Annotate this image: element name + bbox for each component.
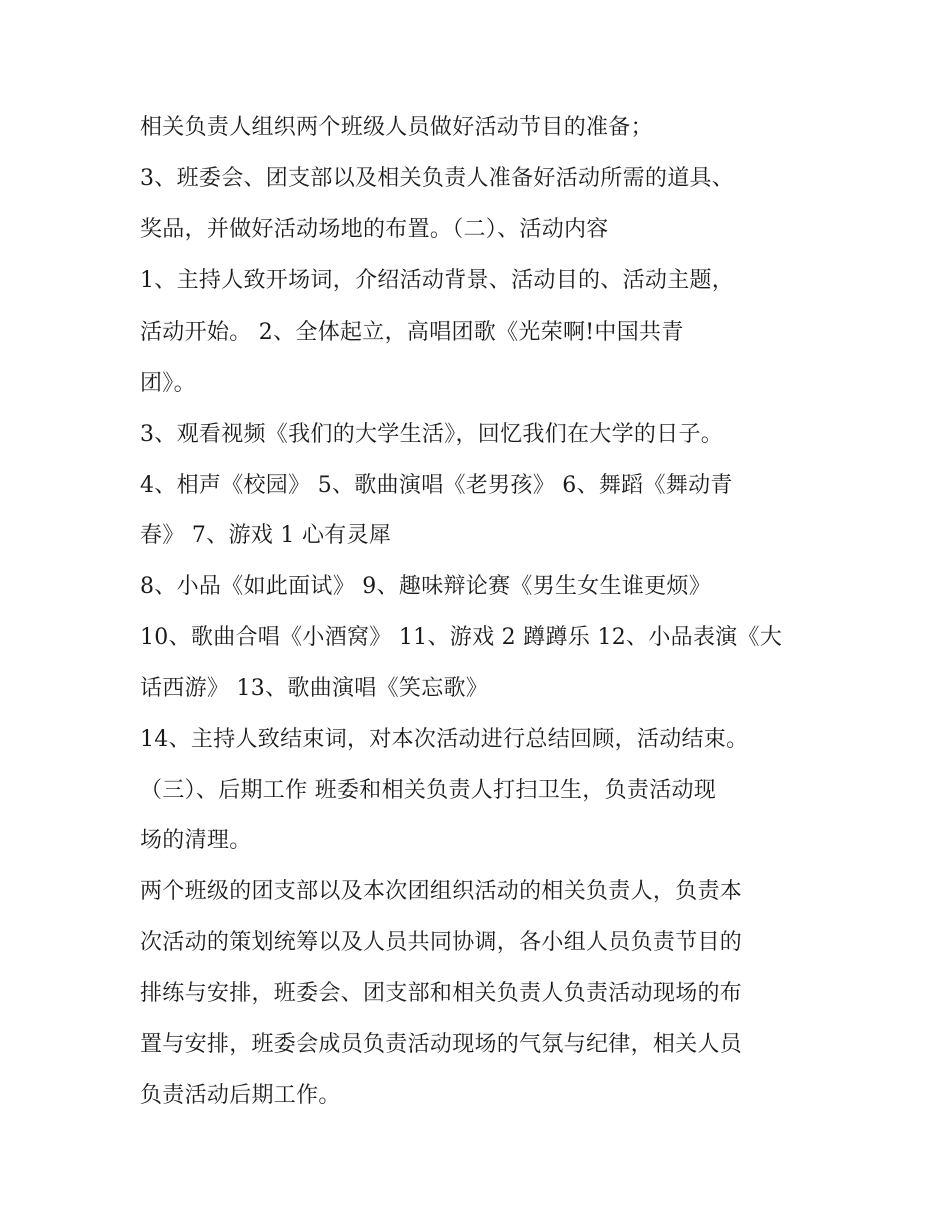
text-line: 4、相声《校园》 5、歌曲演唱《老男孩》 6、舞蹈《舞动青: [140, 473, 733, 498]
text-line: 8、小品《如此面试》 9、趣味辩论赛《男生女生谁更烦》: [140, 574, 712, 599]
text-line: 3、班委会、团支部以及相关负责人准备好活动所需的道具、: [140, 166, 735, 191]
text-line: 负责活动后期工作。: [140, 1083, 341, 1108]
text-line: 10、歌曲合唱《小酒窝》 11、游戏 2 蹲蹲乐 12、小品表演《大: [140, 625, 783, 650]
text-line: （三）、后期工作 班委和相关负责人打扫卫生，负责活动现: [140, 778, 717, 803]
text-line: 次活动的策划统筹以及人员共同协调，各小组人员负责节目的: [140, 930, 743, 955]
text-line: 活动开始。 2、全体起立，高唱团歌《光荣啊!中国共青: [140, 320, 684, 345]
text-line: 团》。: [140, 371, 196, 396]
text-line: 奖品，并做好活动场地的布置。（二）、活动内容: [140, 217, 609, 242]
text-line: 场的清理。: [140, 828, 252, 853]
text-line: 14、主持人致结束词，对本次活动进行总结回顾，活动结束。: [140, 727, 749, 752]
text-line: 相关负责人组织两个班级人员做好活动节目的准备；: [140, 115, 653, 140]
text-line: 两个班级的团支部以及本次团组织活动的相关负责人，负责本: [140, 879, 743, 904]
text-line: 置与安排，班委会成员负责活动现场的气氛与纪律，相关人员: [140, 1032, 743, 1057]
text-line: 排练与安排，班委会、团支部和相关负责人负责活动现场的布: [140, 981, 743, 1006]
text-line: 春》 7、游戏 1 心有灵犀: [140, 523, 392, 548]
text-line: 3、观看视频《我们的大学生活》，回忆我们在大学的日子。: [140, 422, 724, 447]
text-line: 话西游》 13、歌曲演唱《笑忘歌》: [140, 676, 489, 701]
text-line: 1、主持人致开场词，介绍活动背景、活动目的、活动主题，: [140, 268, 735, 293]
